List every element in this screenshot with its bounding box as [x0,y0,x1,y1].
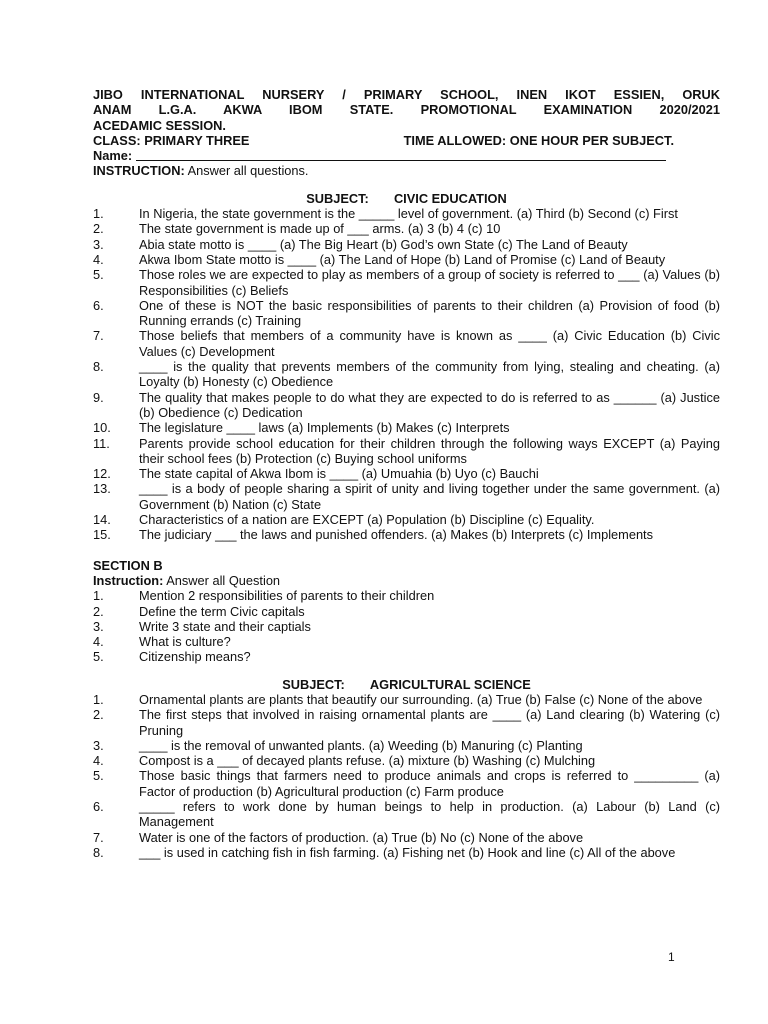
question-item [93,436,720,467]
question-number: 3. [93,737,104,753]
question-number: 2. [93,221,104,237]
civic-subject-label: SUBJECT: [306,190,369,206]
question-number: 1. [93,588,104,604]
section-b-instruction-row [93,573,720,588]
question-number: 15. [93,527,111,543]
time-allowed-label: TIME ALLOWED: ONE HOUR PER SUBJECT. [403,132,674,148]
agric-question-list [93,692,720,860]
question-text: ___ is used in catching fish in fish farming. (a) Fishing net (b) Hook and line (c) All of the above [139,844,676,860]
question-number: 4. [93,251,104,267]
question-item [93,753,720,768]
question-number: 5. [93,768,104,784]
question-text: One of these is NOT the basic responsibilities of parents to their children (a) Provision of food (b) Running errands (c) Training [139,297,720,329]
question-item [93,221,720,236]
question-text: Characteristics of a nation are EXCEPT (a) Population (b) Discipline (c) Equality. [139,512,595,528]
question-text: The quality that makes people to do what they are expected to do is referred to as ______ (a) Justice (b) Obedience (c) Dedication [139,389,720,420]
civic-question-list [93,206,720,543]
question-number: 4. [93,753,104,769]
instruction-text: Answer all questions. [187,163,309,179]
question-number: 2. [93,707,104,723]
instruction-label: INSTRUCTION: [93,163,185,179]
name-label: Name: [93,148,133,164]
instruction-row [93,163,720,178]
question-number: 11. [93,435,110,451]
exam-content [93,87,720,860]
class-label: CLASS: PRIMARY THREE [93,132,250,148]
question-item [93,390,720,421]
page-number: 1 [668,950,675,964]
question-number: 8. [93,844,104,860]
question-text: In Nigeria, the state government is the _____ level of government. (a) Third (b) Second (c) First [139,206,678,222]
question-text: ____ is a body of people sharing a spirit of unity and living together under the same government. (a) Government (b) Nation (c) State [139,481,720,512]
question-text: The legislature ____ laws (a) Implements (b) Makes (c) Interprets [139,420,510,436]
question-text: The state capital of Akwa Ibom is ____ (a) Umuahia (b) Uyo (c) Bauchi [139,466,539,482]
question-text: The judiciary ___ the laws and punished offenders. (a) Makes (b) Interprets (c) Implements [139,527,654,543]
school-name-line: JIBO INTERNATIONAL NURSERY / PRIMARY SCHOOL, INEN IKOT ESSIEN, ORUK [93,87,720,102]
question-text: ____ is the removal of unwanted plants. (a) Weeding (b) Manuring (c) Planting [139,737,583,753]
question-number: 4. [93,634,104,650]
question-item [93,845,720,860]
question-item [93,512,720,527]
question-text: Those basic things that farmers need to produce animals and crops is referred to _________ (a) Factor of production (b) Agricultural production (c) Farm produce [139,768,720,799]
question-text: Those roles we are expected to play as members of a group of society is referred to ___ (a) Values (b) Responsibilities (c) Beliefs [139,267,720,298]
question-number: 6. [93,297,104,313]
section-b-instruction-text: Answer all Question [166,572,281,588]
question-text: Those beliefs that members of a community have is known as ____ (a) Civic Education (b) Civic Values (c) Development [139,328,720,359]
question-number: 10. [93,420,111,436]
question-item [93,466,720,481]
question-item [93,707,720,738]
section-b-question-list [93,588,720,664]
question-text: ____ is the quality that prevents members of the community from lying, stealing and cheating. (a) Loyalty (b) Honesty (c) Obedience [139,359,720,390]
question-item [93,692,720,707]
question-item [93,604,720,619]
question-item [93,298,720,329]
question-item [93,420,720,435]
exam-title-line: ANAM L.G.A. AKWA IBOM STATE. PROMOTIONAL EXAMINATION 2020/2021 [93,102,720,118]
question-text: Akwa Ibom State motto is ____ (a) The Land of Hope (b) Land of Promise (c) Land of Beauty [139,251,666,267]
question-text: Define the term Civic capitals [139,603,305,619]
agric-subject-heading [93,677,720,692]
class-time-row [93,133,720,148]
question-item [93,206,720,221]
question-text: Water is one of the factors of production. (a) True (b) No (c) None of the above [139,829,584,845]
question-item [93,252,720,267]
question-number: 3. [93,236,104,252]
question-number: 3. [93,618,104,634]
session-line: ACEDAMIC SESSION. [93,117,226,133]
question-number: 12. [93,466,111,482]
question-item [93,619,720,634]
question-text: Mention 2 responsibilities of parents to their children [139,588,435,604]
question-number: 7. [93,328,104,344]
question-item [93,830,720,845]
question-number: 7. [93,829,104,845]
question-number: 5. [93,649,104,665]
civic-subject-name: CIVIC EDUCATION [393,190,507,206]
name-row [93,148,720,163]
question-item [93,328,720,359]
question-text: Abia state motto is ____ (a) The Big Heart (b) God’s own State (c) The Land of Beauty [139,236,628,252]
question-item [93,237,720,252]
question-text: The state government is made up of ___ arms. (a) 3 (b) 4 (c) 10 [139,221,501,237]
question-number: 14. [93,512,111,528]
question-item [93,267,720,298]
question-item [93,649,720,664]
question-text: _____ refers to work done by human beings to help in production. (a) Labour (b) Land (c) Management [139,799,720,830]
agric-subject-name: AGRICULTURAL SCIENCE [369,676,531,692]
question-item [93,768,720,799]
question-item [93,588,720,603]
question-item [93,738,720,753]
question-text: What is culture? [139,634,231,650]
agric-subject-label: SUBJECT: [282,676,345,692]
question-text: Parents provide school education for their children through the following ways EXCEPT (a) Paying their school fees (b) Protection (c) Buying school uniforms [139,435,720,466]
question-number: 1. [93,206,104,222]
question-item [93,799,720,830]
question-number: 8. [93,359,104,375]
question-text: Write 3 state and their captials [139,618,311,634]
question-item [93,634,720,649]
section-b-instruction-label: Instruction: [93,572,164,588]
question-number: 6. [93,799,104,815]
question-number: 1. [93,691,104,707]
question-text: Citizenship means? [139,649,251,665]
question-number: 13. [93,481,111,497]
question-number: 2. [93,603,104,619]
question-text: Compost is a ___ of decayed plants refuse. (a) mixture (b) Washing (c) Mulching [139,753,596,769]
civic-subject-heading [93,191,720,206]
question-item [93,527,720,542]
question-number: 5. [93,267,104,283]
question-item [93,481,720,512]
name-blank-line [136,148,666,161]
question-text: Ornamental plants are plants that beautify our surrounding. (a) True (b) False (c) None of the above [139,691,703,707]
section-b-title: SECTION B [93,557,163,573]
question-item [93,359,720,390]
question-text: The first steps that involved in raising ornamental plants are ____ (a) Land clearing (b) Watering (c) Pruning [139,707,720,738]
question-number: 9. [93,389,104,405]
